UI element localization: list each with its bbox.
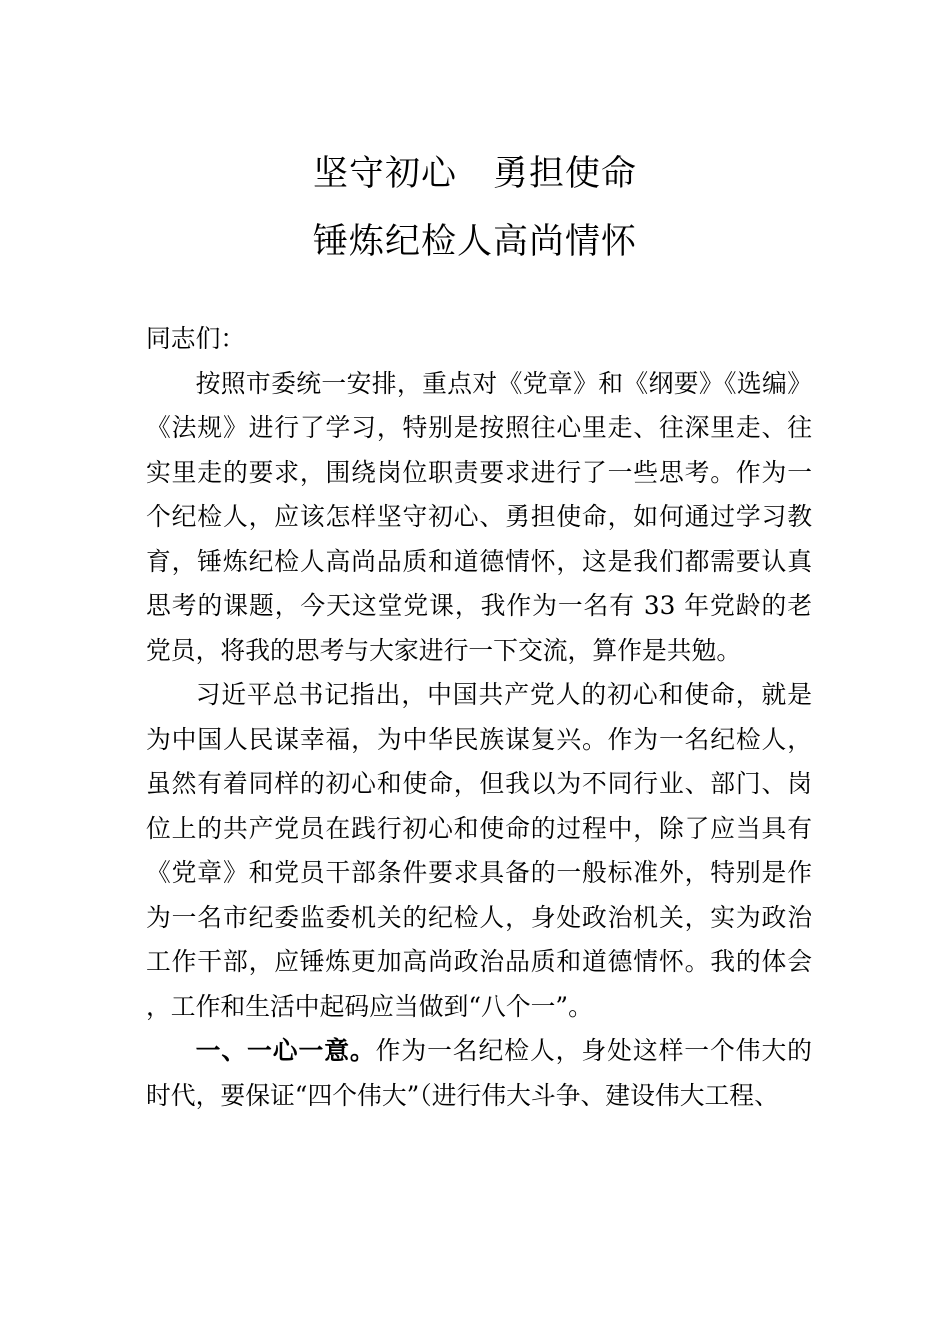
section-1-paragraph: [146, 1029, 812, 1118]
section-1-text: 作为一名纪检人，身处这样一个伟大的时代，要保证“四个伟大”（进行伟大斗争、建设伟大工程、: [146, 1036, 812, 1110]
paragraph-2: 习近平总书记指出，中国共产党人的初心和使命，就是为中国人民谋幸福，为中华民族谋复兴。作为一名纪检人，虽然有着同样的初心和使命，但我以为不同行业、部门、岗位上的共产党员在践行初心和使命的过程中，除了应当具有《党章》和党员干部条件要求具备的一般标准外，特别是作为一名市纪委监委机关的纪检人，身处政治机关，实为政治工作干部，应锤炼更加高尚政治品质和道德情怀。我的体会，工作和生活中起码应当做到“八个一”。: [146, 680, 812, 1021]
document-body: [146, 317, 812, 1118]
section-1-heading: 一、一心一意。: [195, 1036, 376, 1065]
title-line-1: 坚守初心 勇担使命: [312, 154, 637, 194]
paragraph-1: 按照市委统一安排，重点对《党章》和《纲要》《选编》《法规》进行了学习，特别是按照往心里走、往深里走、往实里走的要求，围绕岗位职责要求进行了一些思考。作为一个纪检人，应该怎样坚守初心、勇担使命，如何通过学习教育，锤炼纪检人高尚品质和道德情怀，这是我们都需要认真思考的课题，今天这堂党课，我作为一名有 33 年党龄的老党员，将我的思考与大家进行一下交流，算作是共勉。: [146, 368, 812, 665]
title-line-2: 锤炼纪检人高尚情怀: [312, 222, 637, 262]
salutation: 同志们：: [146, 324, 246, 353]
